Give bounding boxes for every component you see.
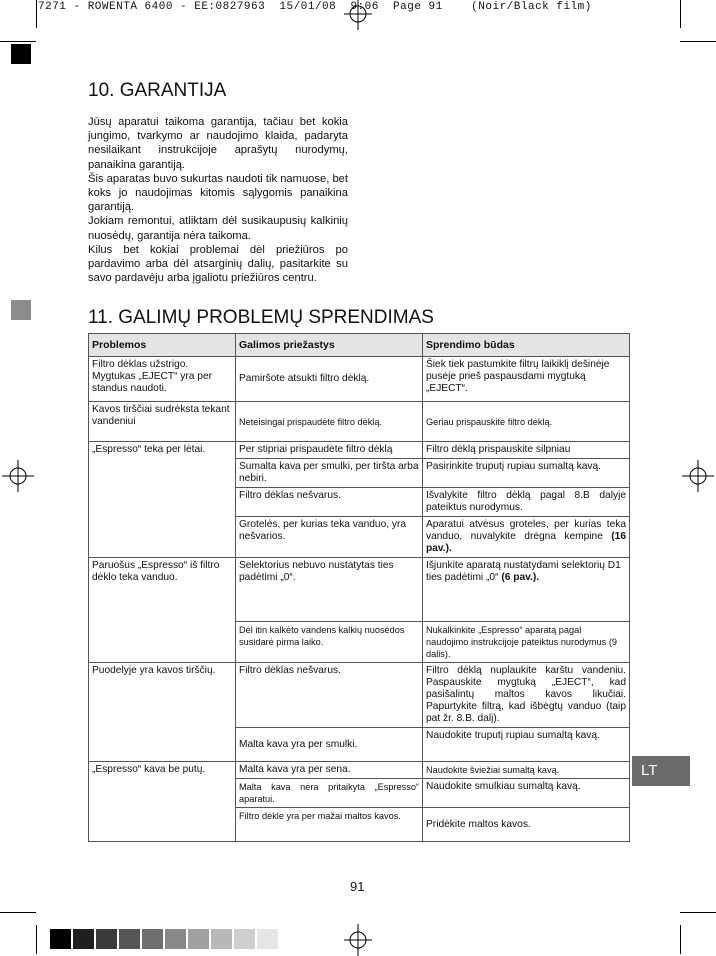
- page-number: 91: [350, 879, 365, 894]
- section-10-title: 10. GARANTIJA: [88, 80, 227, 101]
- problem-cell: Puodelyje yra kavos tirščių.: [89, 663, 236, 762]
- crop-mark: [680, 925, 681, 954]
- cause-text: Pamiršote atsukti filtro dėklą.: [239, 373, 370, 384]
- cause-cell: Sumalta kava per smulki, per tiršta arba nebiri.: [236, 459, 423, 488]
- problem-cell: Paruošus „Espresso“ iš filtro dėklo teka vanduo.: [89, 558, 236, 663]
- table-row: [89, 762, 630, 779]
- solution-cell: Naudokite smulkiau sumaltą kavą.: [423, 779, 630, 808]
- column-header: Problemos: [89, 334, 236, 357]
- solution-cell: [423, 808, 630, 842]
- troubleshooting-table: [88, 333, 630, 842]
- cause-cell: [236, 728, 423, 762]
- solution-text: Aparatui atvėsus groteles, per kurias teka vanduo, nuvalykite drėgna kempine: [426, 519, 626, 542]
- solution-text: Išjunkite aparatą nustatydami selektorių D1 ties padėtimi „0“: [426, 560, 621, 583]
- crop-mark: [680, 0, 681, 28]
- cause-cell: Malta kava nėra pritaikyta „Espresso“ aparatui.: [236, 779, 423, 808]
- table-row: [89, 442, 630, 459]
- color-swatch: [73, 929, 94, 949]
- solution-cell: [423, 517, 630, 558]
- table-row: [89, 558, 630, 622]
- cause-cell: Filtro dėkle yra per mažai maltos kavos.: [236, 808, 423, 842]
- crop-mark: [36, 0, 37, 28]
- solution-cell: Pasirinkite truputį rupiau sumaltą kavą.: [423, 459, 630, 488]
- table-row: [89, 402, 630, 442]
- problem-cell: „Espresso“ kava be putų.: [89, 762, 236, 842]
- crop-mark: [36, 925, 37, 954]
- table-header-row: [89, 334, 630, 357]
- cause-cell: [236, 357, 423, 402]
- column-header: Sprendimo būdas: [423, 334, 630, 357]
- solution-cell: Šiek tiek pastumkite filtrų laikiklį dešinėje pusėje prieš paspausdami mygtuką „EJECT“.: [423, 357, 630, 402]
- table-row: [89, 357, 630, 402]
- table-row: [89, 663, 630, 728]
- solution-text: Pridėkite maltos kavos.: [426, 818, 531, 830]
- solution-text: Geriau prispauskite filtro dėklą.: [426, 416, 553, 427]
- problem-cell: „Espresso“ teka per lėtai.: [89, 442, 236, 558]
- warranty-paragraph: Jokiam remontui, atliktam dėl susikaupusių kalkinių nuosėdų, garantija nėra taikoma.: [88, 215, 348, 242]
- solution-cell: Filtro dėklą nuplaukite karštu vandeniu. Paspauskite mygtuką „EJECT“, kad pasišalintų maltos kavos likučiai. Papurtykite filtrą, kad išbėgtų vanduo (taip pat žr. 8.B. dalį).: [423, 663, 630, 728]
- color-swatch: [165, 929, 186, 949]
- warranty-paragraph: Šis aparatas buvo sukurtas naudoti tik namuose, bet koks jo naudojimas kitomis sąlygomis panaikina garantiją.: [88, 172, 348, 214]
- cause-cell: Per stipriai prispaudėte filtro dėklą: [236, 442, 423, 459]
- color-swatch: [50, 929, 71, 949]
- cause-text: Malta kava yra per smulki.: [239, 738, 358, 750]
- warranty-text: [88, 115, 348, 285]
- crop-mark: [0, 41, 36, 42]
- cause-text: Neteisingai prispaudėte filtro dėklą.: [239, 416, 382, 427]
- solution-cell: Filtro dėklą prispauskite silpniau: [423, 442, 630, 459]
- figure-reference: (16 pav.).: [426, 531, 626, 554]
- solution-cell: Išvalykite filtro dėklą pagal 8.B dalyje pateiktus nurodymus.: [423, 488, 630, 517]
- solution-cell: [423, 558, 630, 622]
- color-swatch: [234, 929, 255, 949]
- cause-cell: Malta kava yra per sena.: [236, 762, 423, 779]
- color-swatch: [96, 929, 117, 949]
- color-swatch: [211, 929, 232, 949]
- crop-mark: [680, 41, 716, 42]
- solution-cell: Naudokite truputį rupiau sumaltą kavą.: [423, 728, 630, 762]
- language-tab: LT: [632, 756, 690, 786]
- color-swatch: [119, 929, 140, 949]
- crop-mark: [0, 912, 36, 913]
- cause-cell: [236, 402, 423, 442]
- cause-cell: Filtro dėklas nešvarus.: [236, 663, 423, 728]
- grey-registration-square: [11, 300, 31, 320]
- cause-cell: Grotelės, per kurias teka vanduo, yra nešvarios.: [236, 517, 423, 558]
- color-swatch: [142, 929, 163, 949]
- problem-cell: Kavos tirščiai sudrėksta tekant vandeniui: [89, 402, 236, 442]
- registration-mark-icon: [0, 458, 36, 494]
- column-header: Galimos priežastys: [236, 334, 423, 357]
- figure-reference: (6 pav.).: [501, 572, 540, 583]
- warranty-paragraph: Kilus bet kokiai problemai dėl priežiūros po pardavimo arba dėl atsarginių dalių, pasitarkite su savo pardavėju arba įgaliotu priežiūros centru.: [88, 243, 348, 285]
- print-header-line: 7271 - ROWENTA 6400 - EE:0827963 15/01/08 9:06 Page 91 (Noir/Black film): [38, 1, 592, 13]
- registration-mark-icon: [680, 458, 716, 494]
- solution-cell: Nukalkinkite „Espresso“ aparatą pagal naudojimo instrukcijoje pateiktus nurodymus (9 dalis).: [423, 622, 630, 663]
- registration-mark-icon: [340, 920, 376, 956]
- cause-cell: Selektorius nebuvo nustatytas ties padėtimi „0“.: [236, 558, 423, 622]
- color-swatch: [257, 929, 278, 949]
- cause-cell: Filtro dėklas nešvarus.: [236, 488, 423, 517]
- black-registration-square: [11, 44, 31, 64]
- problem-cell: Filtro dėklas užstrigo. Mygtukas „EJECT“ yra per standus naudoti.: [89, 357, 236, 402]
- cause-cell: Dėl itin kalkėto vandens kalkių nuosėdos susidarė pirma laiko.: [236, 622, 423, 663]
- crop-mark: [680, 912, 716, 913]
- solution-cell: [423, 402, 630, 442]
- warranty-paragraph: Jūsų aparatui taikoma garantija, tačiau bet kokia jungimo, tvarkymo ar naudojimo klaida, padaryta nesilaikant instrukcijoje aprašytų nurodymų, panaikina garantiją.: [88, 116, 348, 171]
- color-swatch: [188, 929, 209, 949]
- registration-mark-icon: [340, 0, 376, 36]
- solution-cell: Naudokite šviežiai sumaltą kavą.: [423, 762, 630, 779]
- section-11-title: 11. GALIMŲ PROBLEMŲ SPRENDIMAS: [88, 307, 434, 328]
